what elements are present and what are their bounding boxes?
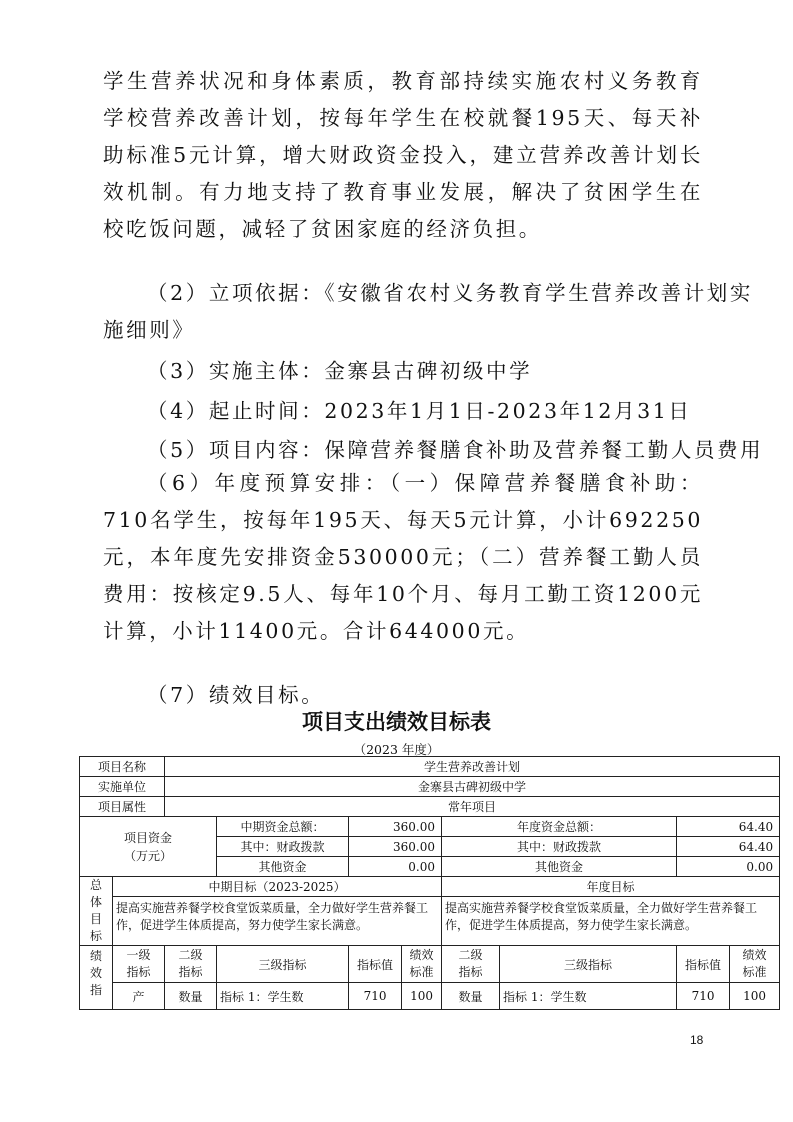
unit-label: 实施单位 bbox=[80, 777, 165, 797]
mid-other-value: 0.00 bbox=[349, 857, 442, 877]
table-year: （2023 年度） bbox=[353, 742, 440, 757]
funds-label-line1: 项目资金 bbox=[124, 830, 173, 845]
row-level2: 数量 bbox=[165, 983, 217, 1010]
paragraph-nutrition: 学生营养状况和身体素质，教育部持续实施农村义务教育学校营养改善计划，按每年学生在校就餐195天、每天补助标准5元计算，增大财政资金投入，建立营养改善计划长效机制。有力地支持了教育事业发展，解决了贫困学生在校吃饭问题，减轻了贫困家庭的经济负担。 bbox=[103, 69, 703, 241]
col-std-year: 绩效 标准 bbox=[730, 946, 780, 983]
col-std: 绩效 标准 bbox=[402, 946, 442, 983]
perf-vertical-label: 绩 效 指 bbox=[80, 946, 113, 1010]
table-title: 项目支出绩效目标表 bbox=[302, 710, 491, 734]
row-std-year: 100 bbox=[730, 983, 780, 1010]
table-row bbox=[80, 797, 780, 817]
year-other-label: 其他资金 bbox=[442, 857, 677, 877]
year-goal-text: 提高实施营养餐学校食堂饭菜质量，全力做好学生营养餐工作，促进学生体质提高，努力使学生家长满意。 bbox=[442, 897, 780, 946]
paragraph-basis-1: （2）立项依据：《安徽省农村义务教育学生营养改善计划实 bbox=[147, 281, 753, 305]
mid-fiscal-label: 其中：财政拨款 bbox=[217, 837, 349, 857]
table-row bbox=[80, 897, 780, 946]
col-level2-year: 二级 指标 bbox=[442, 946, 500, 983]
row-level2-year: 数量 bbox=[442, 983, 500, 1010]
attr-label: 项目属性 bbox=[80, 797, 165, 817]
row-level1: 产 bbox=[113, 983, 165, 1010]
year-other-value: 0.00 bbox=[677, 857, 780, 877]
paragraph-goal: （7）绩效目标。 bbox=[147, 683, 325, 707]
table-row bbox=[80, 777, 780, 797]
goal-vertical-label: 总 体 目 标 bbox=[80, 877, 113, 946]
mid-fiscal-value: 360.00 bbox=[349, 837, 442, 857]
year-total-value: 64.40 bbox=[677, 817, 780, 837]
table-row bbox=[80, 946, 780, 983]
table-row bbox=[80, 983, 780, 1010]
mid-total-label: 中期资金总额： bbox=[217, 817, 349, 837]
unit-value: 金寨县古碑初级中学 bbox=[165, 777, 780, 797]
mid-goal-label: 中期目标（2023-2025） bbox=[113, 877, 442, 897]
mid-goal-text: 提高实施营养餐学校食堂饭菜质量，全力做好学生营养餐工作，促进学生体质提高，努力使学生家长满意。 bbox=[113, 897, 442, 946]
project-name: 学生营养改善计划 bbox=[165, 757, 780, 777]
mid-total-value: 360.00 bbox=[349, 817, 442, 837]
row-level3-year: 指标 1：学生数 bbox=[500, 983, 677, 1010]
row-level3: 指标 1：学生数 bbox=[217, 983, 349, 1010]
year-goal-label: 年度目标 bbox=[442, 877, 780, 897]
year-fiscal-value: 64.40 bbox=[677, 837, 780, 857]
performance-table bbox=[79, 756, 780, 1010]
col-level3-year: 三级指标 bbox=[500, 946, 677, 983]
project-name-label: 项目名称 bbox=[80, 757, 165, 777]
col-value: 指标值 bbox=[349, 946, 402, 983]
funds-label bbox=[80, 817, 217, 877]
page-number: 18 bbox=[690, 1033, 704, 1047]
row-std: 100 bbox=[402, 983, 442, 1010]
col-level2: 二级 指标 bbox=[165, 946, 217, 983]
paragraph-period: （4）起止时间：2023年1月1日-2023年12月31日 bbox=[147, 399, 692, 423]
funds-label-line2: （万元） bbox=[124, 848, 173, 863]
year-total-label: 年度资金总额： bbox=[442, 817, 677, 837]
attr-value: 常年项目 bbox=[165, 797, 780, 817]
year-fiscal-label: 其中：财政拨款 bbox=[442, 837, 677, 857]
paragraph-content: （5）项目内容：保障营养餐膳食补助及营养餐工勤人员费用 bbox=[147, 438, 764, 462]
mid-other-label: 其他资金 bbox=[217, 857, 349, 877]
paragraph-basis-2: 施细则》 bbox=[103, 318, 196, 342]
table-row bbox=[80, 817, 780, 837]
paragraph-budget: （6）年度预算安排：（一）保障营养餐膳食补助：710名学生，按每年195天、每天5元计算，小计692250元，本年度先安排资金530000元；（二）营养餐工勤人员费用：按核定9.5人、每年10个月、每月工勤工资1200元计算，小计11400元。合计644000元。 bbox=[103, 471, 703, 643]
row-value-year: 710 bbox=[677, 983, 730, 1010]
col-level1: 一级 指标 bbox=[113, 946, 165, 983]
table-row bbox=[80, 757, 780, 777]
col-level3: 三级指标 bbox=[217, 946, 349, 983]
table-row bbox=[80, 877, 780, 897]
paragraph-subject: （3）实施主体：金寨县古碑初级中学 bbox=[147, 359, 533, 383]
col-value-year: 指标值 bbox=[677, 946, 730, 983]
row-value: 710 bbox=[349, 983, 402, 1010]
